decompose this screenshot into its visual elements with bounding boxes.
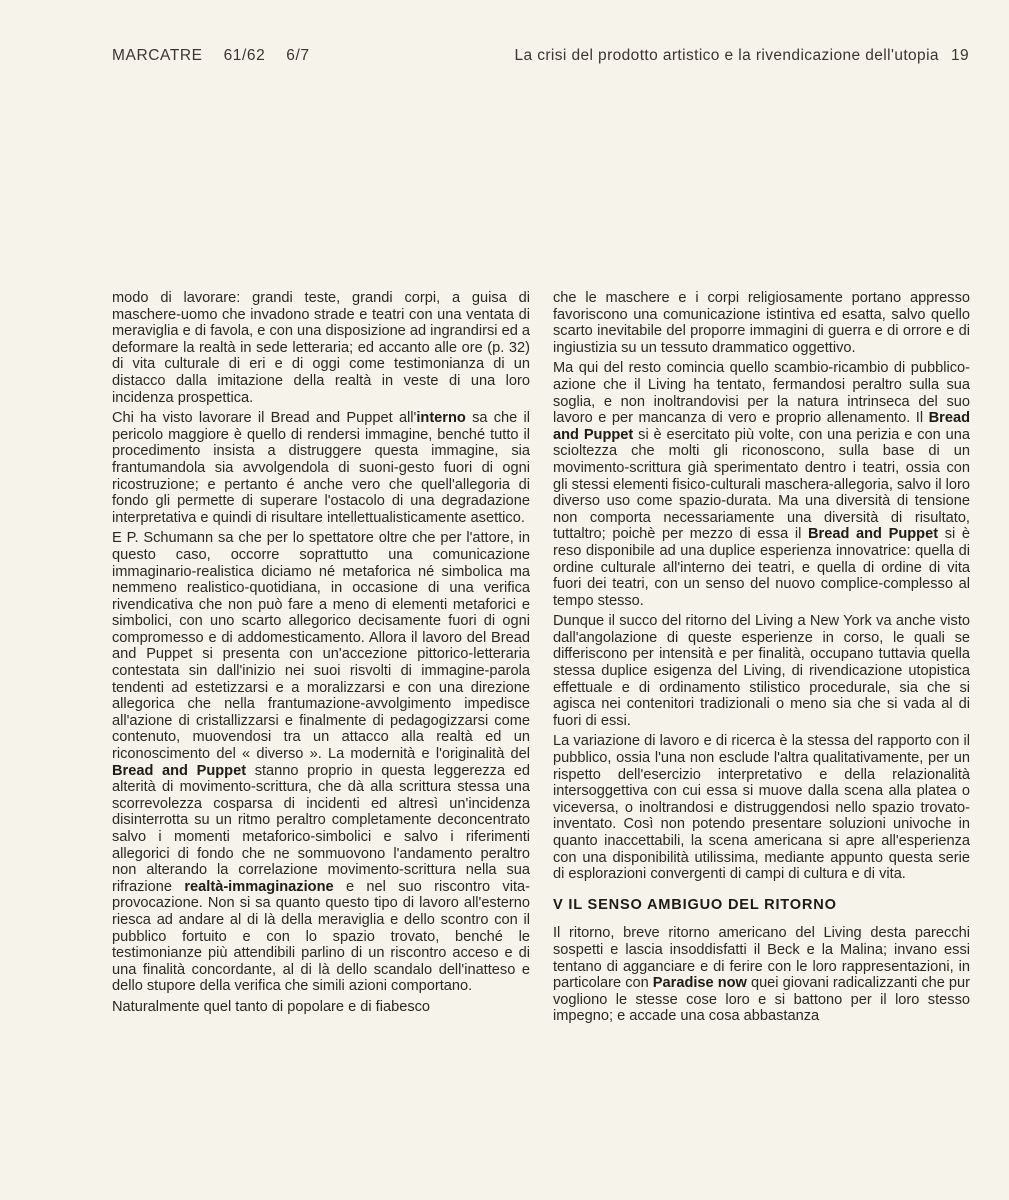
paragraph: La variazione di lavoro e di ricerca è la stessa del rapporto con il pubblico, ossia l'una non esclude l'altra qualitativamente, per un rispetto dell'esercizio interpretativo e della relazionalità intersoggettiva con cui essa si muove dalla scena alla platea o viceversa, o inoltrandosi e distruggendosi nello spazio trovato-inventato. Così non potendo presentare soluzioni univoche in quanto inaccettabili, la scena americana si apre all'esperienza con una disponibilità utilissima, mediante appunto questa serie di esplorazioni convergenti di campi di cultura e di vita. xyxy=(553,733,970,883)
article-header xyxy=(514,47,969,65)
journal-info xyxy=(112,47,326,65)
paragraph xyxy=(553,925,970,1025)
right-column xyxy=(553,290,970,1025)
text-run: Chi ha visto lavorare il Bread and Puppet all' xyxy=(112,410,417,427)
page-number: 19 xyxy=(950,47,969,64)
bold-text: Bread and Puppet xyxy=(553,410,970,443)
text-run: quei giovani radicalizzanti che pur vogliono le stesse cose loro e si battono per il loro stesso impegno; e accade una cosa abbastanza xyxy=(553,975,970,1025)
text-run: Il ritorno, breve ritorno americano del Living desta parecchi sospetti e lascia insoddisfatti il Beck e la Malina; invano essi tentano di agganciare e di ferire con le loro rappresentazioni, in particolare con xyxy=(553,925,970,992)
article-title: La crisi del prodotto artistico e la rivendicazione dell'utopia xyxy=(514,47,939,64)
bold-text: Bread and Puppet xyxy=(112,762,247,779)
text-run: Ma qui del resto comincia quello scambio-ricambio di pubblico-azione che il Living ha tentato, fermandosi peraltro sulla sua soglia, e non inoltrandovisi per la natura intrinseca del suo lavoro e per mancanza di vero e proprio allenamento. Il xyxy=(553,360,970,427)
text-run: si è reso disponibile ad una duplice esperienza innovatrice: quella di ordine culturale all'interno dei teatri, e quella di ordine di vita fuori dei teatri, con un senso del nuovo complice-complesso al tempo stesso. xyxy=(553,526,971,609)
bold-text: realtà-immaginazione xyxy=(184,878,334,895)
section-heading: V IL SENSO AMBIGUO DEL RITORNO xyxy=(553,896,837,913)
paragraph xyxy=(112,530,530,995)
left-column xyxy=(112,290,530,1016)
running-header xyxy=(112,47,969,73)
text-run: E P. Schumann sa che per lo spettatore oltre che per l'attore, in questo caso, occorre soprattutto una comunicazione immaginario-realistica diciamo né metaforica né simbolica ma nemmeno realistico-quotidiana, in occasione di una verifica rivendicativa che non può fare a meno di elementi metaforici e simbolici, con uno scarto allegorico decisamente fuori di ogni compromesso e di addomesticamento. Allora il lavoro del Bread and Puppet si presenta con un'accezione pittorico-letteraria contestata sin dall'inizio nei suoi risvolti di immagine-parola tendenti ad estetizzarsi e a moralizzarsi e con una direzione allegorica che nella frantumazione-avvolgimento impedisce all'azione di cristallizzarsi e finalmente di pedagogizzarsi come contenuto, muovendosi tra un attacco alla realtà ed un riconoscimento del « diverso ». La modernità e l'originalità del xyxy=(112,530,530,763)
bold-text: interno xyxy=(416,410,466,427)
paragraph: Naturalmente quel tanto di popolare e di fiabesco xyxy=(112,998,431,1015)
text-run: si è esercitato più volte, con una perizia e con una scioltezza che molti gli riconoscono, sulla base di un movimento-scrittura già sperimentato dentro i teatri, ossia con gli stessi elementi fisico-culturali maschera-allegoria, salvo il loro diverso uso come spazio-durata. Ma una diversità di tensione non comporta necessariamente una diversità di risultato, tuttaltro; poichè per mezzo di essa il xyxy=(553,426,970,543)
issue-number: 61/62 xyxy=(223,47,266,64)
issue-subnumber: 6/7 xyxy=(286,47,310,64)
paragraph xyxy=(112,410,530,526)
bold-text: Paradise now xyxy=(652,975,747,992)
paragraph: Dunque il succo del ritorno del Living a New York va anche visto dall'angolazione di queste esperienze in corso, le quali se differiscono per intensità e per finalità, occupano tuttavia quella stessa duplice esigenza del Living, di rivendicazione utopistica effettuale e di ordinamento stilistico procedurale, sia che si agisca nei contenitori tradizionali o meno sia che si vada al di fuori di essi. xyxy=(553,613,970,729)
bold-text: Bread and Puppet xyxy=(808,526,939,543)
text-run: e nel suo riscontro vita-provocazione. Non si sa quanto questo tipo di lavoro all'esterno riesca ad andare al di là della meraviglia e dello scontro con il pubblico fortuito e con lo spazio trovato, benché le testimonianze più attendibili parlino di un riscontro acceso e di una finalità concordante, al di là dello scandalo dell'inatteso e dello stupore della verifica che simili azioni comportano. xyxy=(112,878,530,995)
paragraph: che le maschere e i corpi religiosamente portano appresso favoriscono una comunicazione istintiva ed esatta, salvo quello scarto inevitabile del proporre immagini di guerra e di orrore e di ingiustizia su un tessuto drammatico oggettivo. xyxy=(553,290,970,356)
journal-name: MARCATRE xyxy=(112,47,203,64)
text-run: sa che il pericolo maggiore è quello di rendersi immagine, benché tutto il procedimento insista a distruggere questa immagine, sia frantumandola sia avvolgendola di suoni-gesto fuori di ogni ricostruzione; e pertanto é anche vero che quell'allegoria di fondo gli permette di superare l'ostacolo di una degradazione interpretativa e quindi di risultare intellettualisticamente asettico. xyxy=(112,410,531,526)
text-run: stanno proprio in questa leggerezza ed alterità di movimento-scrittura, che dà alla scrittura stessa una scorrevolezza cosparsa di incidenti ed altresì un'incidenza disinterrotta su un ritmo peraltro completamente deconcentrato salvo i momenti metaforico-simbolici e salvo i riferimenti allegorici di fondo che ne sommuovono l'andamento peraltro non alterando la correlazione movimento-scrittura nella sua rifrazione xyxy=(112,762,530,895)
paragraph xyxy=(553,360,970,609)
paragraph: modo di lavorare: grandi teste, grandi corpi, a guisa di maschere-uomo che invadono strade e teatri con una ventata di meraviglia e di favola, e con una disposizione ad ingrandirsi ed a deformare la realtà in sede letteraria; ed accanto alle ore (p. 32) di vita culturale di eri e di oggi come testimonianza di un distacco dalla imitazione della realtà in veste di una loro incidenza prospettica. xyxy=(112,290,530,406)
